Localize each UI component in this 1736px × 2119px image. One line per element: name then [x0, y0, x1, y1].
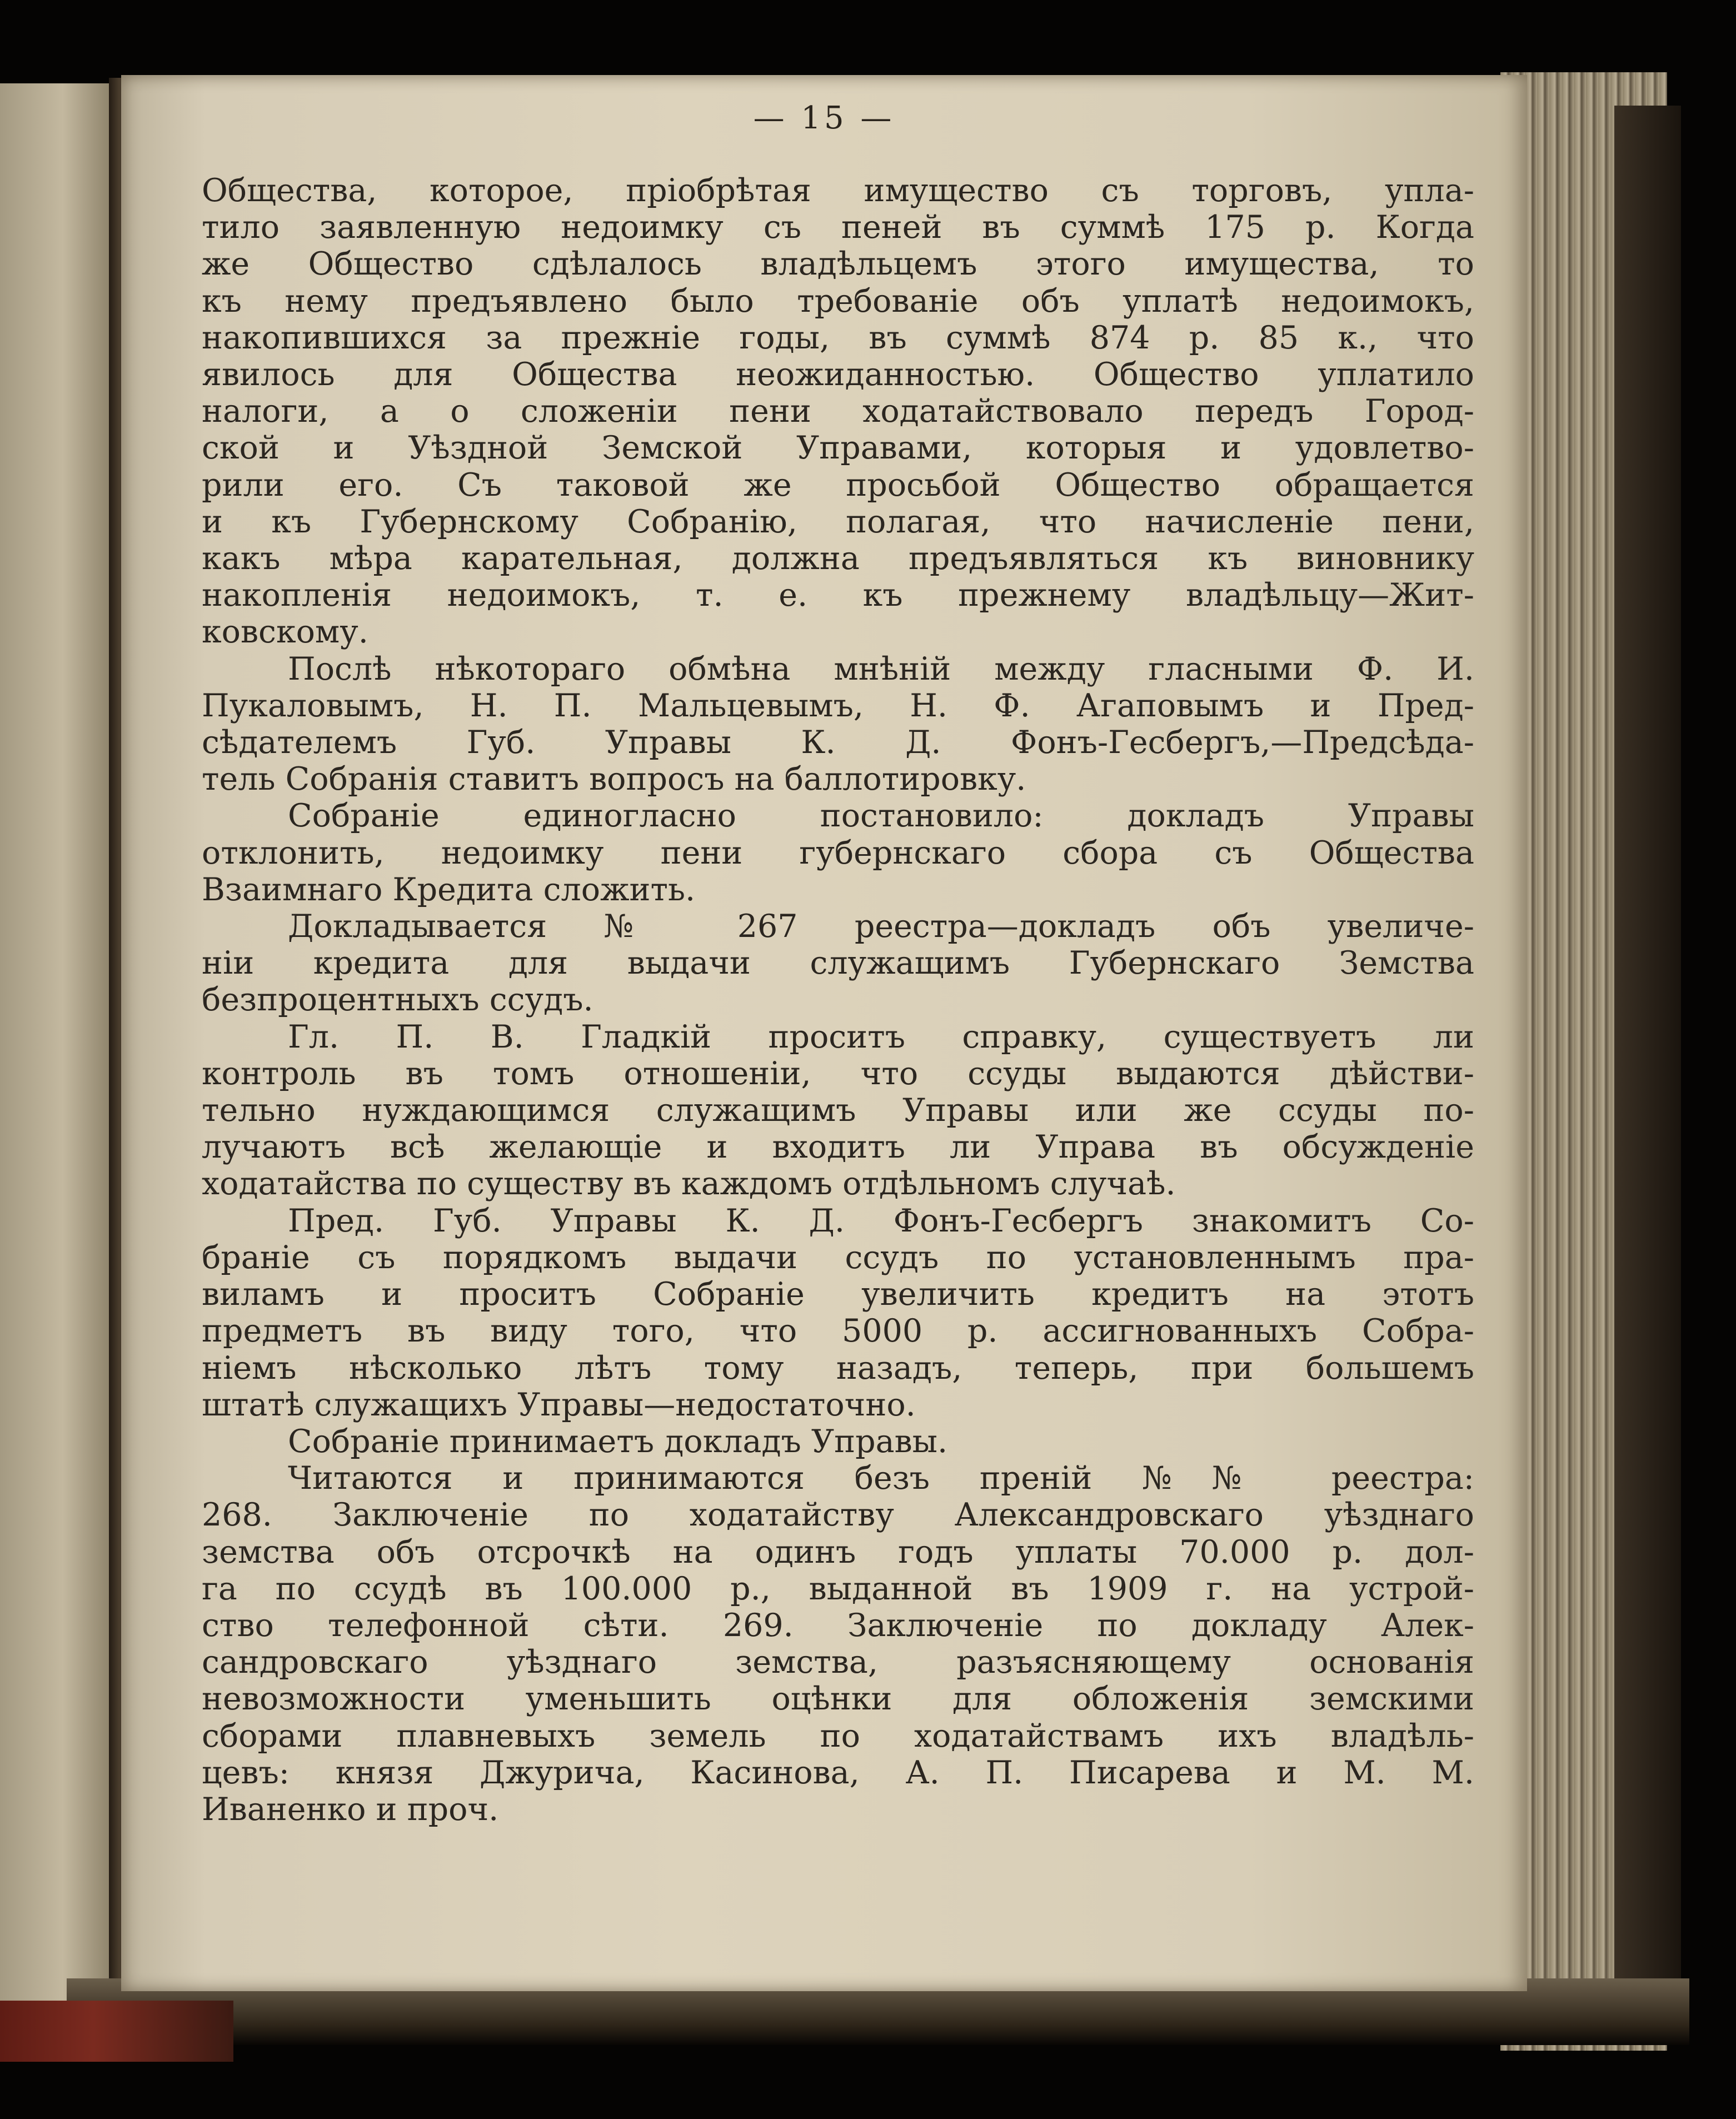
text-line: земства объ отсрочкѣ на одинъ годъ уплаты 70.000 р. дол- [202, 1533, 1474, 1570]
text-line: ской и Уѣздной Земской Управами, которыя и удовлетво- [202, 430, 1474, 467]
text-line: предметъ въ виду того, что 5000 р. ассигнованныхъ Собра- [202, 1313, 1474, 1350]
text-line: отклонить, недоимку пени губернскаго сбора съ Общества [202, 834, 1474, 871]
previous-page-edge [0, 83, 114, 2017]
text-line: Собраніе принимаетъ докладъ Управы. [288, 1423, 948, 1460]
text-line: браніе съ порядкомъ выдачи ссудъ по установленнымъ пра- [202, 1239, 1474, 1276]
text-line: Гл. П. В. Гладкій проситъ справку, существуетъ ли [288, 1018, 1474, 1055]
text-line: какъ мѣра карательная, должна предъявляться къ виновнику [202, 540, 1474, 577]
text-line: ніемъ нѣсколько лѣтъ тому назадъ, теперь, при большемъ [202, 1349, 1474, 1387]
text-line: Собраніе единогласно постановило: докладъ Управы [288, 797, 1474, 835]
text-line: Докладывается № 267 реестра—докладъ объ увеличе- [288, 908, 1474, 945]
text-line: тель Собранія ставитъ вопросъ на баллотировку. [202, 761, 1026, 798]
text-line: ніи кредита для выдачи служащимъ Губернскаго Земства [202, 945, 1474, 982]
text-line: ковскому. [202, 614, 368, 651]
text-line: накопившихся за прежніе годы, въ суммѣ 874 р. 85 к., что [202, 319, 1474, 356]
text-line: сборами плавневыхъ земель по ходатайствамъ ихъ владѣль- [202, 1717, 1474, 1754]
text-line: и къ Губернскому Собранію, полагая, что начисленіе пени, [202, 503, 1474, 540]
binding-ribbon [0, 2001, 233, 2062]
text-line: лучаютъ всѣ желающіе и входитъ ли Управа въ обсужденіе [202, 1129, 1474, 1166]
text-line: тельно нуждающимся служащимъ Управы или же ссуды по- [202, 1092, 1474, 1129]
page-number: — 15 — [753, 100, 895, 136]
text-line: 268. Заключеніе по ходатайству Александровскаго уѣзднаго [202, 1497, 1474, 1534]
text-line: сѣдателемъ Губ. Управы К. Д. Фонъ-Гесбергъ,—Предсѣда- [202, 724, 1474, 761]
text-line: невозможности уменьшить оцѣнки для обложенія земскими [202, 1681, 1474, 1718]
text-line: контроль въ томъ отношеніи, что ссуды выдаются дѣйстви- [202, 1055, 1474, 1092]
text-line: Взаимнаго Кредита сложить. [202, 871, 696, 908]
text-line: Пукаловымъ, Н. П. Мальцевымъ, Н. Ф. Агаповымъ и Пред- [202, 687, 1474, 724]
text-line: га по ссудѣ въ 100.000 р., выданной въ 1909 г. на устрой- [202, 1570, 1474, 1607]
text-line: ство телефонной сѣти. 269. Заключеніе по докладу Алек- [202, 1607, 1474, 1644]
text-line: налоги, а о сложеніи пени ходатайствовало передъ Город- [202, 393, 1474, 430]
text-line: рили его. Съ таковой же просьбой Общество обращается [202, 466, 1474, 503]
text-line: Послѣ нѣкотораго обмѣна мнѣній между гласными Ф. И. [288, 650, 1474, 687]
cover-edge [1614, 106, 1681, 2023]
book-page [121, 75, 1527, 1991]
text-line: же Общество сдѣлалось владѣльцемъ этого имущества, то [202, 246, 1474, 283]
text-line: Общества, которое, пріобрѣтая имущество съ торговъ, упла- [202, 172, 1474, 209]
text-line: накопленія недоимокъ, т. е. къ прежнему владѣльцу—Жит- [202, 577, 1474, 614]
text-line: Пред. Губ. Управы К. Д. Фонъ-Гесбергъ знакомитъ Со- [288, 1202, 1474, 1239]
text-line: безпроцентныхъ ссудъ. [202, 981, 593, 1019]
text-line: виламъ и проситъ Собраніе увеличить кредитъ на этотъ [202, 1276, 1474, 1313]
text-line: штатѣ служащихъ Управы—недостаточно. [202, 1386, 916, 1423]
text-line: сандровскаго уѣзднаго земства, разъясняющему основанія [202, 1644, 1474, 1681]
text-line: ходатайства по существу въ каждомъ отдѣльномъ случаѣ. [202, 1165, 1176, 1203]
body-text [202, 172, 1474, 1828]
text-line: явилось для Общества неожиданностью. Общество уплатило [202, 356, 1474, 393]
text-line: Иваненко и проч. [202, 1791, 499, 1828]
text-line: цевъ: князя Джурича, Касинова, А. П. Писарева и М. М. [202, 1754, 1474, 1791]
text-line: тило заявленную недоимку съ пеней въ суммѣ 175 р. Когда [202, 209, 1474, 246]
text-line: къ нему предъявлено было требованіе объ уплатѣ недоимокъ, [202, 282, 1474, 320]
text-line: Читаются и принимаются безъ преній №№ реестра: [288, 1460, 1474, 1497]
